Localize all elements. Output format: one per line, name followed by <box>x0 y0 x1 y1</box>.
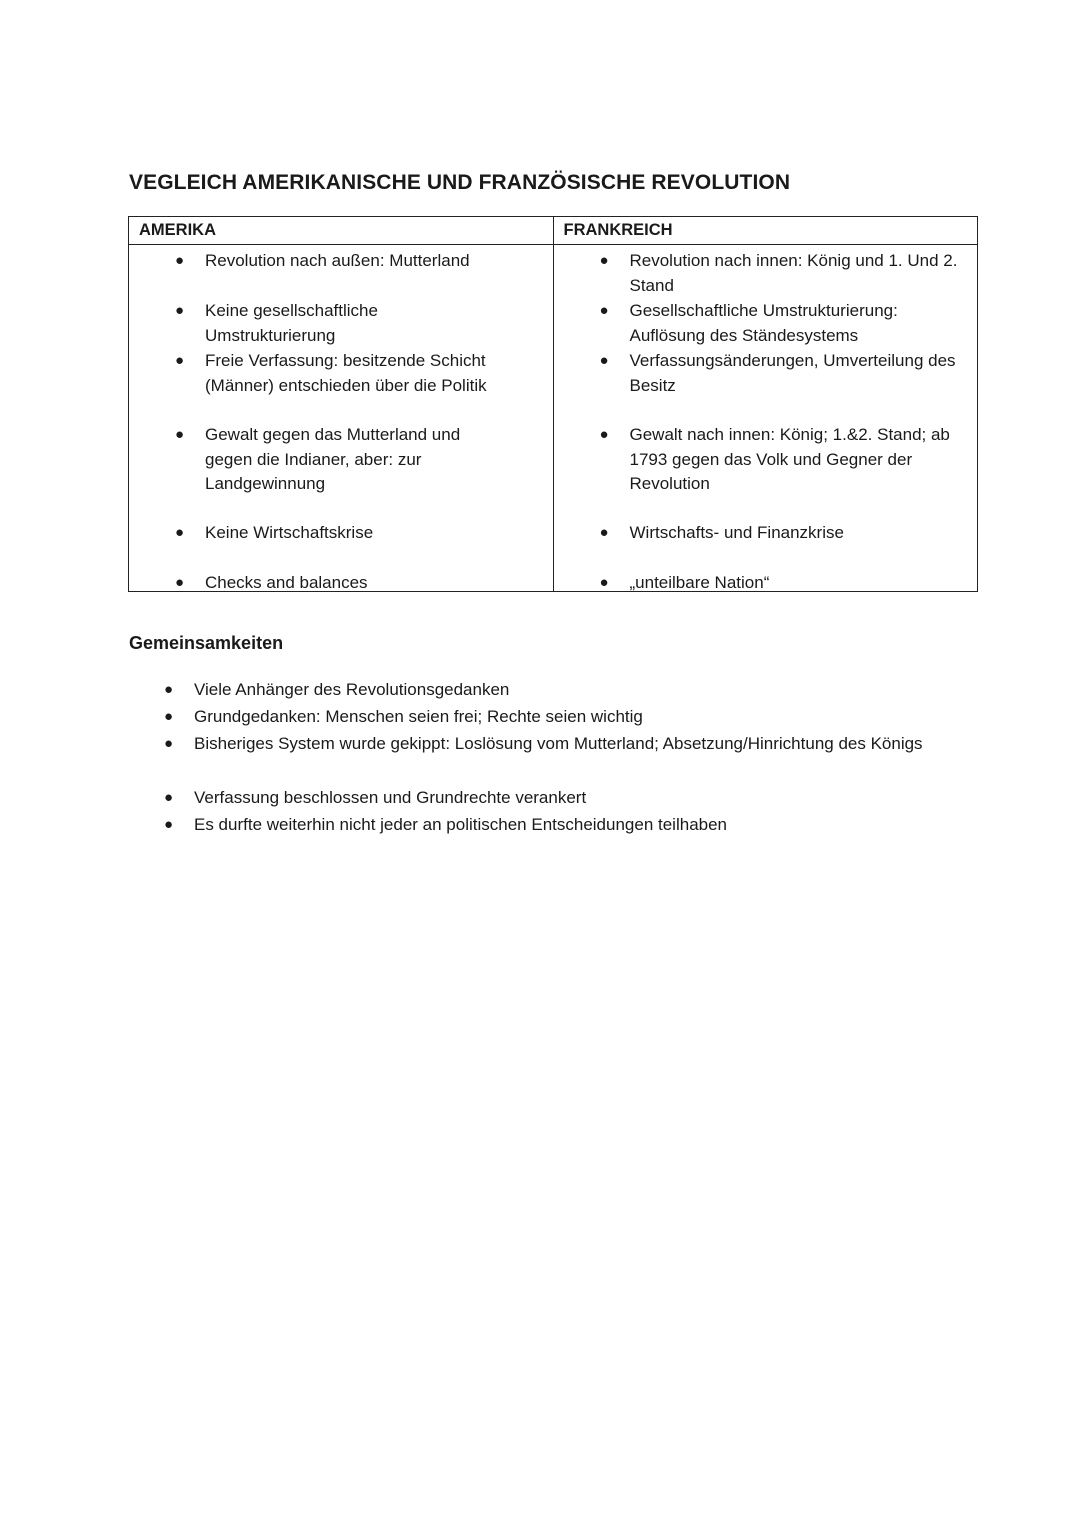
list-item-text: Revolution nach außen: Mutterland <box>205 251 470 270</box>
list-item-text: Es durfte weiterhin nicht jeder an politischen Entscheidungen teilhaben <box>194 815 728 834</box>
list-item-text: Viele Anhänger des Revolutionsgedanken <box>194 680 510 699</box>
list-item <box>599 423 980 497</box>
bullet-icon: ● <box>164 816 174 833</box>
list-item <box>599 349 990 398</box>
list-item <box>164 784 954 811</box>
bullet-icon: ● <box>164 789 174 806</box>
list-item <box>175 249 525 274</box>
list-item <box>175 571 525 596</box>
bullet-icon: ● <box>164 681 174 698</box>
bullet-icon: ● <box>599 352 609 369</box>
list-item-text: Wirtschafts- und Finanzkrise <box>629 523 844 542</box>
list-item-text: Bisheriges System wurde gekippt: Loslösung vom Mutterland; Absetzung/Hinrichtung des Königs <box>194 734 923 753</box>
list-item <box>599 249 990 298</box>
list-item-text: Gewalt gegen das Mutterland und gegen die Indianer, aber: zur Landgewinnung <box>205 425 461 493</box>
list-item <box>599 521 980 546</box>
bullet-icon: ● <box>175 426 185 443</box>
list-item <box>164 811 954 838</box>
list-item <box>599 571 980 596</box>
list-item <box>164 730 934 757</box>
bullet-icon: ● <box>164 735 174 752</box>
bullet-icon: ● <box>599 574 609 591</box>
amerika-cell <box>129 245 554 592</box>
bullet-icon: ● <box>599 252 609 269</box>
bullet-icon: ● <box>175 252 185 269</box>
comparison-table <box>128 216 978 592</box>
list-item-text: Grundgedanken: Menschen seien frei; Rechte seien wichtig <box>194 707 643 726</box>
list-item <box>164 676 954 703</box>
bullet-icon: ● <box>175 302 185 319</box>
list-item-text: Freie Verfassung: besitzende Schicht (Männer) entschieden über die Politik <box>205 351 487 395</box>
list-item-text: „unteilbare Nation“ <box>629 573 770 592</box>
list-item-text: Gesellschaftliche Umstrukturierung: Auflösung des Ständesystems <box>629 301 898 345</box>
list-item-text: Revolution nach innen: König und 1. Und 2. Stand <box>629 251 958 295</box>
list-item-text: Gewalt nach innen: König; 1.&2. Stand; ab 1793 gegen das Volk und Gegner der Revolution <box>629 425 950 493</box>
bullet-icon: ● <box>175 574 185 591</box>
bullet-icon: ● <box>599 426 609 443</box>
page-title: VEGLEICH AMERIKANISCHE UND FRANZÖSISCHE REVOLUTION <box>129 171 791 194</box>
list-item <box>175 423 495 497</box>
header-frankreich: FRANKREICH <box>553 217 978 245</box>
list-item <box>599 299 960 348</box>
header-amerika: AMERIKA <box>129 217 554 245</box>
list-item-text: Checks and balances <box>205 573 368 592</box>
bullet-icon: ● <box>175 352 185 369</box>
list-item-text: Keine gesellschaftliche Umstrukturierung <box>205 301 378 345</box>
list-item <box>164 703 954 730</box>
list-item-text: Verfassungsänderungen, Umverteilung des Besitz <box>629 351 956 395</box>
list-item-text: Verfassung beschlossen und Grundrechte verankert <box>194 788 587 807</box>
bullet-icon: ● <box>599 524 609 541</box>
bullet-icon: ● <box>175 524 185 541</box>
bullet-icon: ● <box>599 302 609 319</box>
list-item <box>175 521 525 546</box>
list-item <box>175 299 455 348</box>
list-item-text: Keine Wirtschaftskrise <box>205 523 374 542</box>
list-item <box>175 349 525 398</box>
frankreich-cell <box>553 245 978 592</box>
bullet-icon: ● <box>164 708 174 725</box>
section-heading-gemeinsamkeiten: Gemeinsamkeiten <box>129 633 284 653</box>
